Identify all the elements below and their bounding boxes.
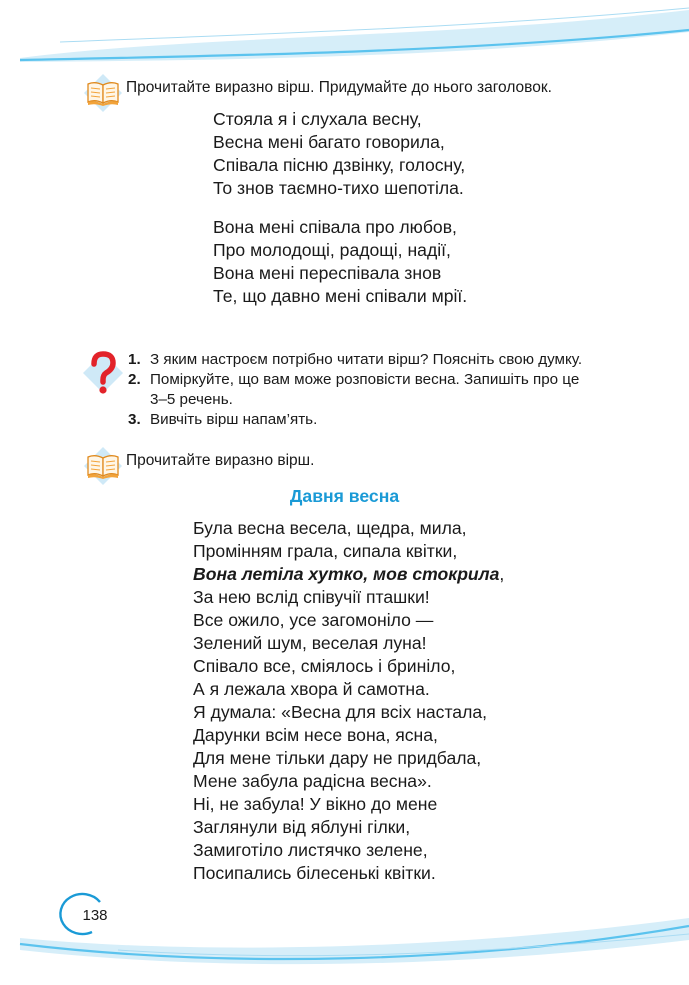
- question-text: Вивчіть вірш напам’ять.: [150, 411, 318, 428]
- questions-list: [128, 350, 582, 430]
- poem-line: Про молодощі, радощі, надії,: [213, 240, 451, 260]
- question-number: 3.: [128, 411, 141, 428]
- poem-line: Заглянули від яблуні гілки,: [193, 817, 411, 837]
- poem-line: Вона мені переспівала знов: [213, 263, 442, 283]
- poem-line-emphasis: Вона летіла хутко, мов стокрила: [193, 564, 500, 584]
- question-item: [128, 350, 582, 370]
- question-mark-icon: [80, 350, 126, 396]
- poem-line: То знов таємно-тихо шепотіла.: [213, 178, 464, 198]
- poem-line: Весна мені багато говорила,: [213, 132, 445, 152]
- task-2-instruction: Прочитайте виразно вірш.: [126, 452, 315, 469]
- poem-line: Співала пісню дзвінку, голосну,: [213, 155, 466, 175]
- poem-line: Співало все, сміялось і бриніло,: [193, 656, 456, 676]
- poem-line: Промінням грала, сипала квітки,: [193, 541, 458, 561]
- poem-2: [193, 517, 504, 885]
- poem-line: А я лежала хвора й самотна.: [193, 679, 430, 699]
- poem-1-stanza-1: [213, 108, 465, 200]
- page-number: 138: [82, 907, 108, 924]
- poem-line: Мене забула радісна весна».: [193, 771, 432, 791]
- poem-line: Для мене тільки дару не придбала,: [193, 748, 482, 768]
- question-item: [128, 370, 582, 410]
- question-item: [128, 410, 582, 430]
- open-book-icon: [82, 445, 124, 487]
- poem-line: Я думала: «Весна для всіх настала,: [193, 702, 488, 722]
- poem-line: [193, 563, 504, 586]
- task-1-instruction: Прочитайте виразно вірш. Придумайте до нього заголовок.: [126, 79, 552, 96]
- poem-line-punctuation: ,: [499, 564, 505, 584]
- poem-line: Замиготіло листячко зелене,: [193, 840, 428, 860]
- poem-line: За нею вслід співучії пташки!: [193, 587, 430, 607]
- poem-line: Вона мені співала про любов,: [213, 217, 457, 237]
- question-number: 1.: [128, 351, 141, 368]
- poem-line: Дарунки всім несе вона, ясна,: [193, 725, 438, 745]
- poem-line: Все ожило, усе загомоніло —: [193, 610, 434, 630]
- open-book-icon: [82, 72, 124, 114]
- question-text: Поміркуйте, що вам може розповісти весна. Запишіть про це: [150, 371, 580, 388]
- poem-line: Стояла я і слухала весну,: [213, 109, 422, 129]
- poem-line: Те, що давно мені співали мрії.: [213, 286, 468, 306]
- poem-2-title: [0, 486, 689, 507]
- poem-1-stanza-2: [213, 216, 467, 308]
- poem-line: Зелений шум, веселая луна!: [193, 633, 427, 653]
- poem-line: Ні, не забула! У вікно до мене: [193, 794, 438, 814]
- poem-title-text: Давня весна: [289, 486, 400, 506]
- question-text: 3–5 речень.: [150, 391, 233, 408]
- question-text: З яким настроєм потрібно читати вірш? Поясніть свою думку.: [150, 351, 583, 368]
- question-number: 2.: [128, 371, 141, 388]
- poem-line: Посипались білесенькі квітки.: [193, 863, 436, 883]
- poem-line: Була весна весела, щедра, мила,: [193, 518, 467, 538]
